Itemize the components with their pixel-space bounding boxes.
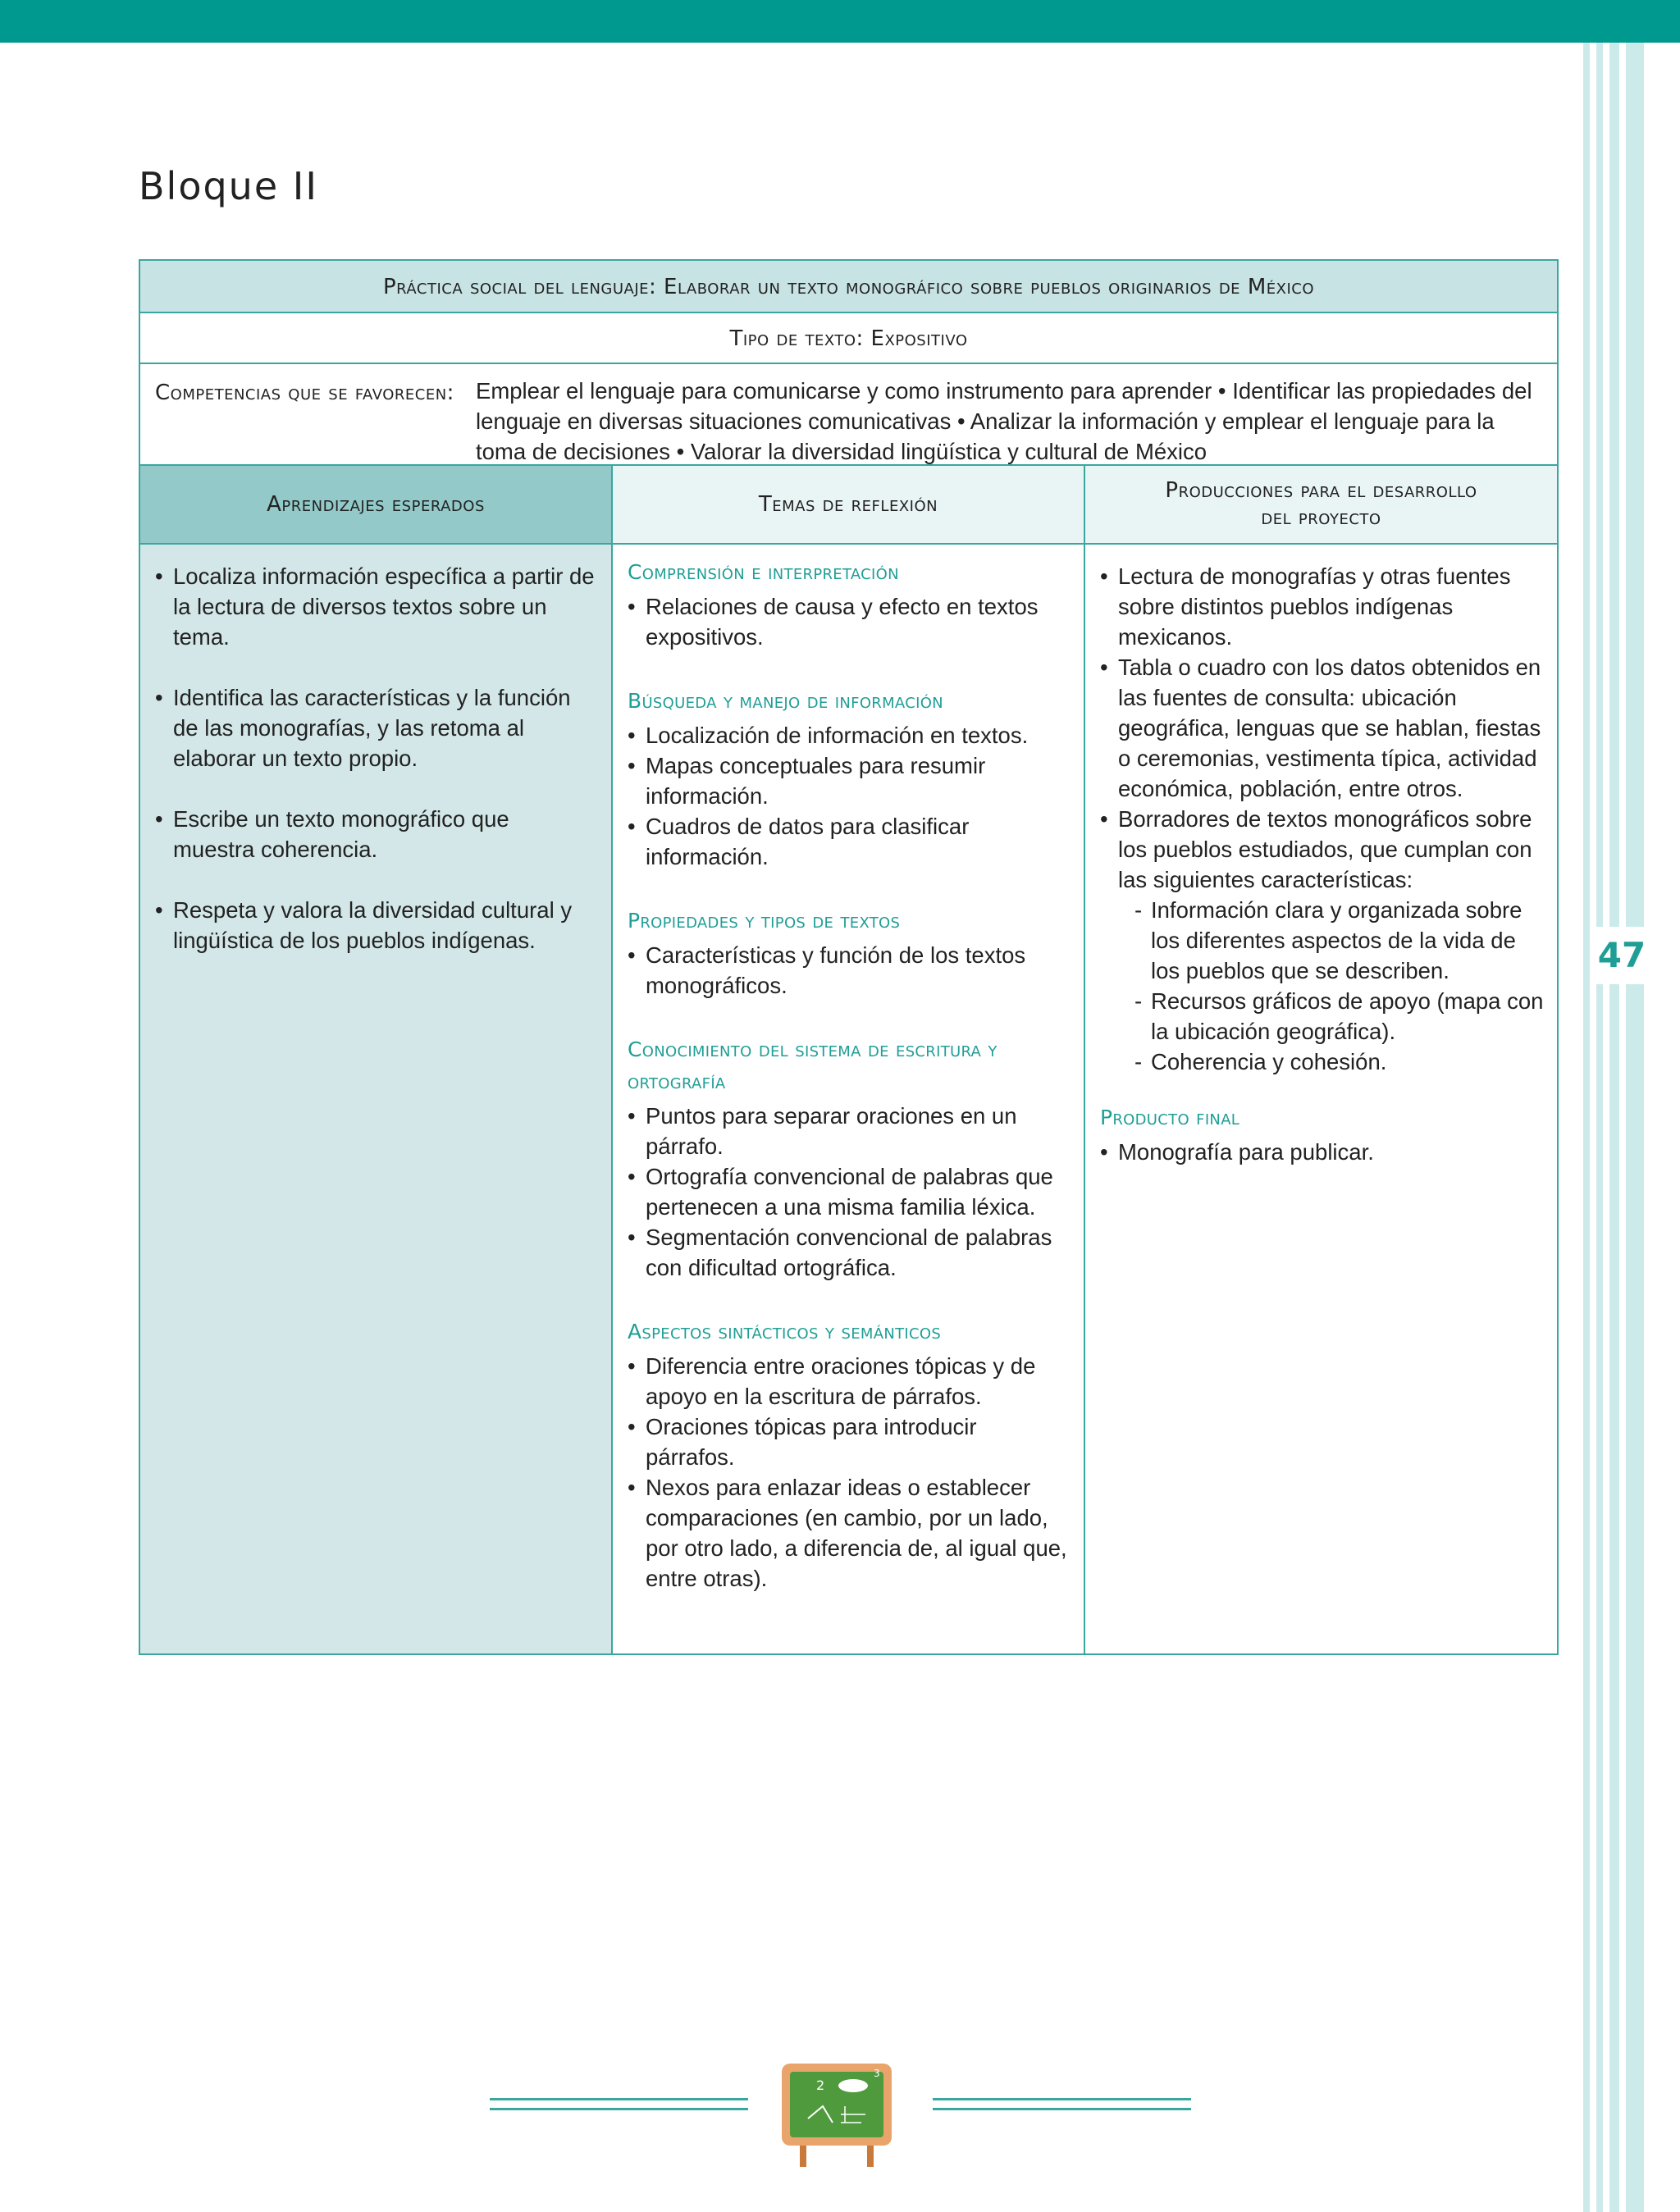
theme-section: [628, 905, 1071, 1001]
practice-row: [140, 261, 1557, 313]
theme-item: • Oraciones tópicas para introducir párrafos.: [628, 1412, 1071, 1472]
theme-item: • Diferencia entre oraciones tópicas y de apoyo en la escritura de párrafos.: [628, 1351, 1071, 1412]
theme-title: Aspectos sintácticos y semánticos: [628, 1320, 942, 1343]
production-item: • Tabla o cuadro con los datos obtenidos en las fuentes de consulta: ubicación geográfica, lenguas que se hablan, fiestas o ceremonias, vestimenta típica, actividad económica, población, entre otros.: [1100, 652, 1544, 804]
learning-item: • Identifica las características y la función de las monografías, y las retoma al elaborar un texto propio.: [155, 682, 596, 773]
svg-text:3: 3: [874, 2068, 880, 2079]
theme-item: • Relaciones de causa y efecto en textos expositivos.: [628, 591, 1071, 652]
theme-item: • Segmentación convencional de palabras con dificultad ortográfica.: [628, 1222, 1071, 1283]
theme-title: Búsqueda y manejo de información: [628, 689, 943, 713]
theme-title: Comprensión e interpretación: [628, 560, 899, 584]
theme-item: • Nexos para enlazar ideas o establecer comparaciones (en cambio, por un lado, por otro lado, a diferencia de, al igual que, entre otras).: [628, 1472, 1071, 1594]
competencies-text: Emplear el lenguaje para comunicarse y como instrumento para aprender • Identificar las propiedades del lenguaje en diversas situaciones comunicativas • Analizar la información y emplear el lenguaje para la toma de decisiones • Valorar la diversidad lingüística y cultural de México: [476, 378, 1532, 464]
header-productions: Producciones para el desarrollo del proyecto: [1085, 466, 1557, 543]
page-number: 47: [1593, 927, 1650, 984]
theme-item: • Puntos para separar oraciones en un párrafo.: [628, 1101, 1071, 1161]
text-type-row: [140, 313, 1557, 364]
theme-section: [628, 1316, 1071, 1594]
production-item: • Lectura de monografías y otras fuentes sobre distintos pueblos indígenas mexicanos.: [1100, 561, 1544, 652]
theme-item: • Cuadros de datos para clasificar información.: [628, 811, 1071, 872]
practice-text: Práctica social del lenguaje: Elaborar un texto monográfico sobre pueblos originarios de México: [382, 275, 1315, 299]
theme-title: Propiedades y tipos de textos: [628, 909, 901, 933]
production-sub-item: - Información clara y organizada sobre los diferentes aspectos de la vida de los pueblos que se describen.: [1100, 895, 1544, 986]
productions-column: [1085, 545, 1557, 1653]
theme-item: • Mapas conceptuales para resumir información.: [628, 750, 1071, 811]
competencies-row: [140, 364, 1557, 466]
production-sub-item: - Coherencia y cohesión.: [1100, 1047, 1544, 1077]
column-headers: [140, 466, 1557, 545]
page-title: Bloque II: [139, 164, 318, 208]
text-type: Tipo de texto: Expositivo: [729, 326, 968, 351]
table-body: [140, 545, 1557, 1653]
theme-title: Conocimiento del sistema de escritura y ortografía: [628, 1038, 998, 1093]
themes-column: [613, 545, 1085, 1653]
learning-column: [140, 545, 613, 1653]
theme-item: • Localización de información en textos.: [628, 720, 1071, 750]
theme-section: [628, 556, 1071, 652]
learning-item: • Escribe un texto monográfico que muestra coherencia.: [155, 804, 596, 864]
theme-item: • Características y función de los textos monográficos.: [628, 940, 1071, 1001]
final-product-item: • Monografía para publicar.: [1100, 1137, 1544, 1167]
curriculum-table: [139, 259, 1559, 1655]
svg-text:2: 2: [816, 2077, 825, 2093]
learning-item: • Respeta y valora la diversidad cultural y lingüística de los pueblos indígenas.: [155, 895, 596, 955]
competencies-label: Competencias que se favorecen:: [155, 381, 454, 405]
top-bar: [0, 0, 1680, 43]
header-learning: Aprendizajes esperados: [140, 466, 613, 543]
learning-item: • Localiza información específica a partir de la lectura de diversos textos sobre un tema.: [155, 561, 596, 652]
production-sub-item: - Recursos gráficos de apoyo (mapa con la ubicación geográfica).: [1100, 986, 1544, 1047]
theme-item: • Ortografía convencional de palabras que pertenecen a una misma familia léxica.: [628, 1161, 1071, 1222]
production-item: • Borradores de textos monográficos sobre los pueblos estudiados, que cumplan con las siguientes características:: [1100, 804, 1544, 895]
header-themes: Temas de reflexión: [613, 466, 1085, 543]
theme-section: [628, 1033, 1071, 1283]
final-product-title: Producto final: [1100, 1106, 1240, 1129]
theme-section: [628, 685, 1071, 872]
chalkboard-icon: [775, 2057, 898, 2169]
